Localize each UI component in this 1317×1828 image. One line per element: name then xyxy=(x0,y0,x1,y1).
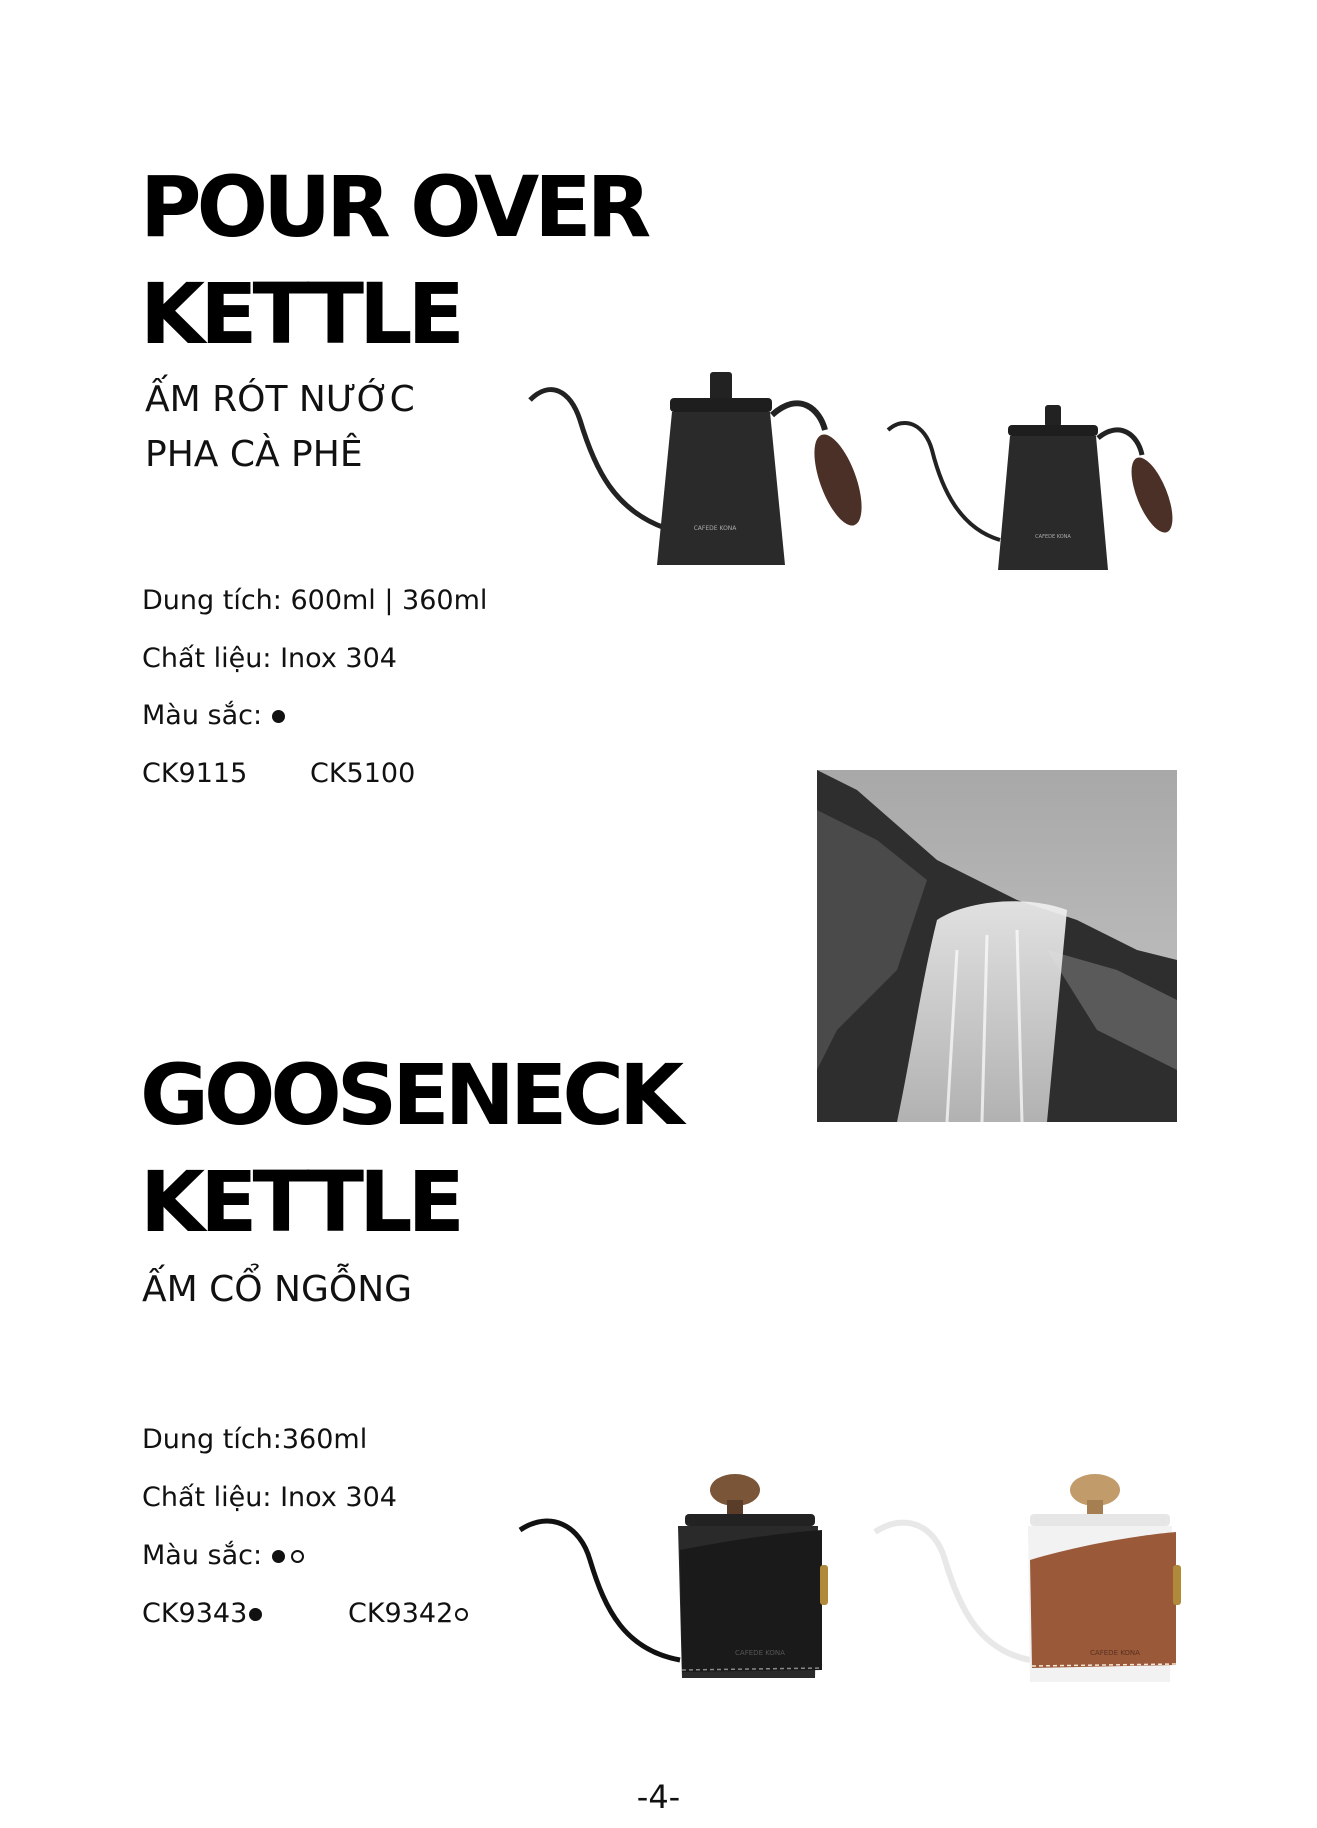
waterfall-photo xyxy=(817,770,1177,1122)
gooseneck-model-1-row xyxy=(142,1600,262,1627)
page-number: -4- xyxy=(636,1778,681,1816)
pour-over-kettle-large-image xyxy=(520,360,900,580)
gooseneck-subtitle: ẤM CỔ NGỖNG xyxy=(142,1269,413,1310)
gooseneck-model-2: CK9342 xyxy=(348,1598,454,1629)
pour-over-subtitle-line1: ẤM RÓT NƯỚC xyxy=(145,379,415,420)
gooseneck-model-1: CK9343 xyxy=(142,1598,248,1629)
pour-over-kettle-small-image xyxy=(880,400,1200,580)
pour-over-color-row xyxy=(142,702,285,729)
small-kettle-brand-mark: CAFEDE KONA xyxy=(1035,534,1071,540)
black-color-swatch xyxy=(272,710,285,723)
pour-over-capacity: Dung tích: 600ml | 360ml xyxy=(142,585,488,616)
white-color-swatch xyxy=(291,1550,304,1563)
black-model-dot xyxy=(249,1608,262,1621)
pour-over-model-1: CK9115 xyxy=(142,758,248,789)
gooseneck-model-2-row xyxy=(348,1600,468,1627)
gooseneck-material: Chất liệu: Inox 304 xyxy=(142,1482,397,1513)
pour-over-title-line2: KETTLE xyxy=(140,265,460,363)
gooseneck-color-row xyxy=(142,1542,304,1569)
gooseneck-color-label: Màu sắc: xyxy=(142,1540,263,1571)
white-model-dot xyxy=(455,1608,468,1621)
pour-over-color-label: Màu sắc: xyxy=(142,700,263,731)
pour-over-material: Chất liệu: Inox 304 xyxy=(142,643,397,674)
black-gooseneck-brand-mark: CAFEDE KONA xyxy=(735,1649,785,1657)
gooseneck-title-line2: KETTLE xyxy=(140,1153,460,1251)
gooseneck-kettle-black-image xyxy=(510,1470,850,1700)
pour-over-title-line1: POUR OVER xyxy=(140,158,647,256)
black-color-swatch xyxy=(272,1550,285,1563)
gooseneck-capacity: Dung tích:360ml xyxy=(142,1424,368,1455)
gooseneck-title-line1: GOOSENECK xyxy=(140,1046,680,1144)
white-gooseneck-brand-mark: CAFEDE KONA xyxy=(1090,1649,1140,1657)
pour-over-subtitle-line2: PHA CÀ PHÊ xyxy=(145,434,363,475)
large-kettle-brand-mark: CAFEDE KONA xyxy=(693,525,737,532)
pour-over-model-2: CK5100 xyxy=(310,758,416,789)
gooseneck-kettle-white-image xyxy=(870,1470,1200,1700)
